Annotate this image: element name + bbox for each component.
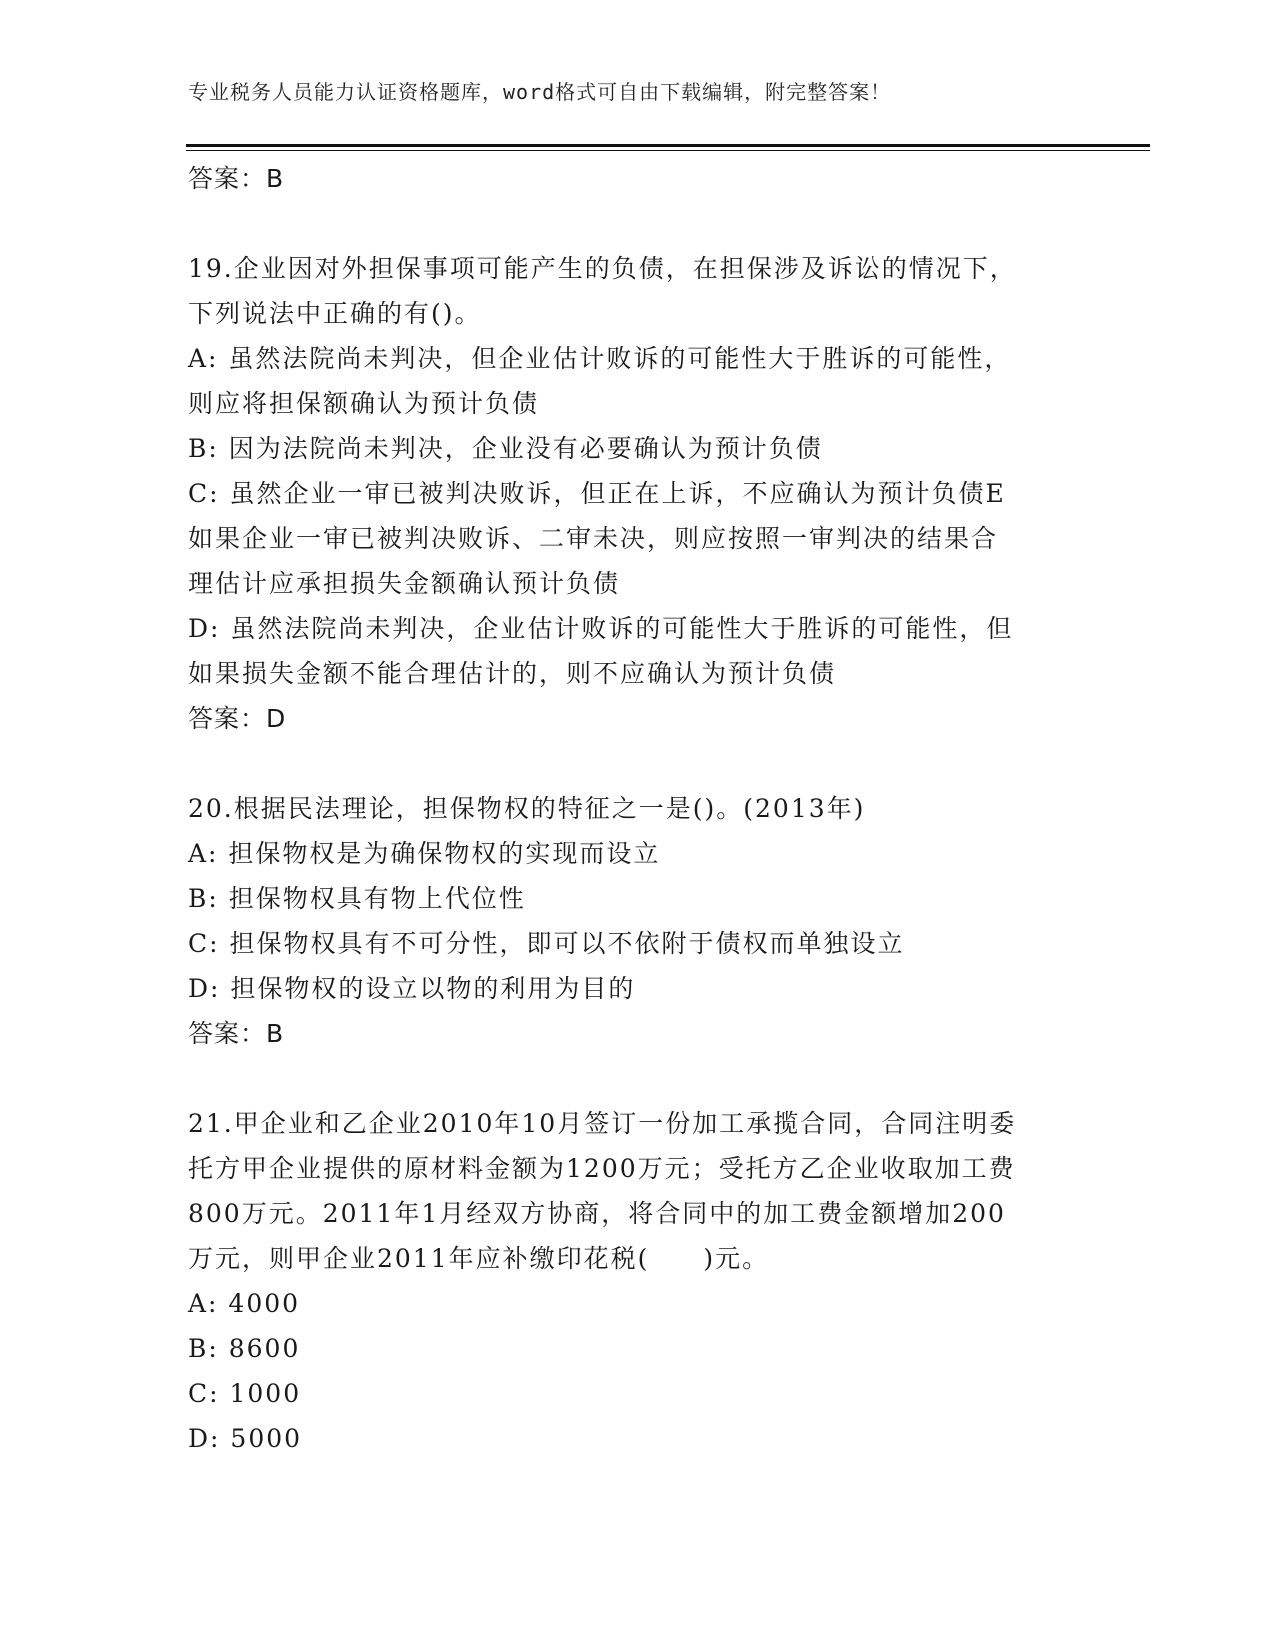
question-19 <box>188 246 1088 741</box>
question-21-option-b: B: 8600 <box>188 1334 301 1363</box>
question-19-option-c-cont: 理估计应承担损失金额确认预计负债 <box>188 569 621 598</box>
question-19-option-b: B: 因为法院尚未判决，企业没有必要确认为预计负债 <box>188 434 823 463</box>
header-rule <box>186 144 1150 147</box>
question-19-option-a-cont: 则应将担保额确认为预计负债 <box>188 389 540 418</box>
question-19-option-d: D: 虽然法院尚未判决，企业估计败诉的可能性大于胜诉的可能性，但 <box>188 614 1014 643</box>
question-21-stem-line: 21.甲企业和乙企业2010年10月签订一份加工承揽合同，合同注明委 <box>188 1109 1017 1138</box>
question-20 <box>188 786 1088 1056</box>
question-20-stem: 20.根据民法理论，担保物权的特征之一是()。(2013年) <box>188 794 866 823</box>
question-21-stem-line: 万元，则甲企业2011年应补缴印花税( )元。 <box>188 1244 770 1273</box>
question-content <box>188 156 1088 1461</box>
question-21-option-d: D: 5000 <box>188 1424 303 1453</box>
page-header: 专业税务人员能力认证资格题库，word格式可自由下载编辑，附完整答案！ <box>188 80 892 104</box>
question-20-option-b: B: 担保物权具有物上代位性 <box>188 884 526 913</box>
question-21-option-a: A: 4000 <box>188 1289 301 1318</box>
header-rule-thin <box>186 150 1150 151</box>
question-21-stem-line: 托方甲企业提供的原材料金额为1200万元；受托方乙企业收取加工费 <box>188 1154 1016 1183</box>
spacer <box>188 1056 1088 1101</box>
question-19-option-c-cont: 如果企业一审已被判决败诉、二审未决，则应按照一审判决的结果合 <box>188 524 999 553</box>
question-20-option-c: C: 担保物权具有不可分性，即可以不依附于债权而单独设立 <box>188 929 905 958</box>
answer-20: 答案：B <box>188 1019 285 1048</box>
question-19-option-c: C: 虽然企业一审已被判决败诉，但正在上诉，不应确认为预计负债E <box>188 479 1006 508</box>
question-19-stem-line: 19.企业因对外担保事项可能产生的负债，在担保涉及诉讼的情况下， <box>188 254 1017 283</box>
question-20-option-a: A: 担保物权是为确保物权的实现而设立 <box>188 839 661 868</box>
question-21-option-c: C: 1000 <box>188 1379 302 1408</box>
question-20-option-d: D: 担保物权的设立以物的利用为目的 <box>188 974 636 1003</box>
question-21 <box>188 1101 1088 1461</box>
answer-18: 答案：B <box>188 164 285 193</box>
spacer <box>188 201 1088 246</box>
question-21-stem-line: 800万元。2011年1月经双方协商，将合同中的加工费金额增加200 <box>188 1199 1006 1228</box>
spacer <box>188 741 1088 786</box>
question-19-stem-line: 下列说法中正确的有()。 <box>188 299 482 328</box>
question-19-option-a: A: 虽然法院尚未判决，但企业估计败诉的可能性大于胜诉的可能性， <box>188 344 1012 373</box>
question-19-option-d-cont: 如果损失金额不能合理估计的，则不应确认为预计负债 <box>188 659 837 688</box>
answer-19: 答案：D <box>188 704 287 733</box>
